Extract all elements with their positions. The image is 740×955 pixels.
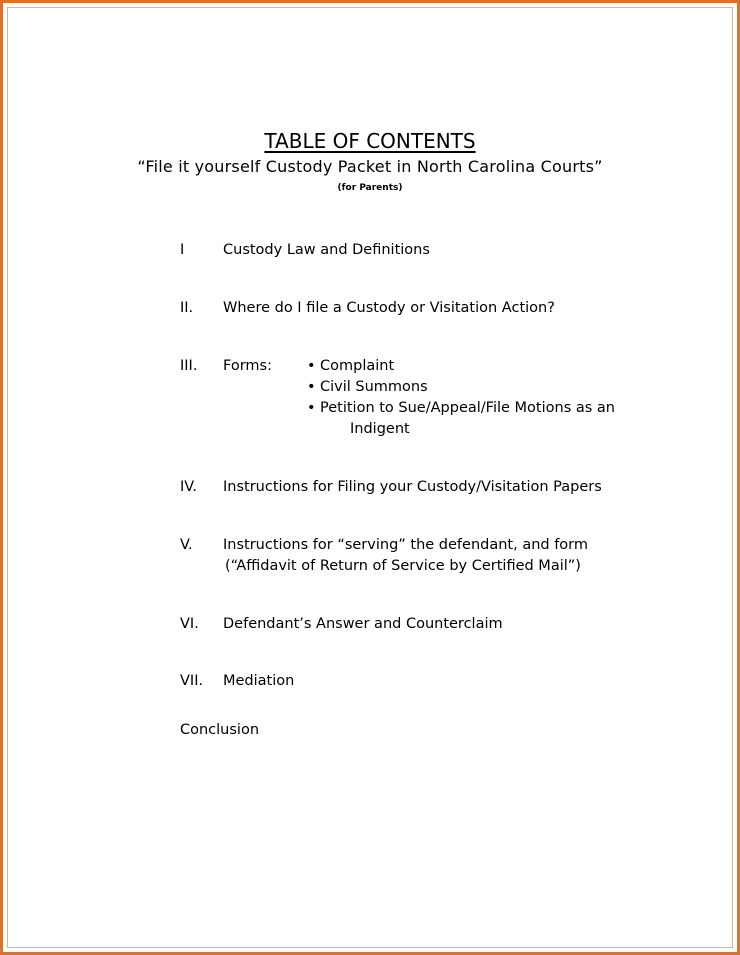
bullet-text: Complaint (320, 358, 395, 374)
bullet-item-civil-summons (307, 377, 615, 398)
bullet-item-petition (307, 398, 615, 419)
bullet-icon: • (307, 379, 316, 395)
toc-item-text: Defendant’s Answer and Counterclaim (223, 616, 503, 632)
toc-item-text: Where do I file a Custody or Visitation Action? (223, 300, 555, 316)
bullet-item-complaint (307, 356, 615, 377)
toc-item-number: I (180, 242, 185, 258)
toc-item-text: Instructions for “serving” the defendant, and form (223, 537, 589, 553)
toc-item-text: Mediation (223, 673, 295, 689)
page-subtitle: “File it yourself Custody Packet in North Carolina Courts” (137, 157, 603, 176)
bullet-continuation: Indigent (350, 421, 410, 437)
toc-item-number: VI. (180, 616, 199, 632)
forms-bullet-list (307, 356, 615, 440)
toc-item-text: Forms: (223, 358, 272, 374)
bullet-icon: • (307, 400, 316, 416)
bullet-icon: • (307, 358, 316, 374)
toc-item-text: Custody Law and Definitions (223, 242, 430, 258)
toc-item-text-continuation: (“Affidavit of Return of Service by Certified Mail”) (225, 558, 581, 574)
toc-item-text: Conclusion (180, 722, 260, 738)
toc-item-text: Instructions for Filing your Custody/Visitation Papers (223, 479, 602, 495)
toc-item-number: IV. (180, 479, 197, 495)
toc-item-number: II. (180, 300, 194, 316)
audience-note: (for Parents) (337, 183, 403, 193)
bullet-text: Civil Summons (320, 379, 428, 395)
bullet-text: Petition to Sue/Appeal/File Motions as an (320, 400, 615, 416)
toc-item-number: V. (180, 537, 193, 553)
toc-item-number: VII. (180, 673, 204, 689)
page-title: TABLE OF CONTENTS (264, 129, 476, 153)
toc-item-number: III. (180, 358, 198, 374)
